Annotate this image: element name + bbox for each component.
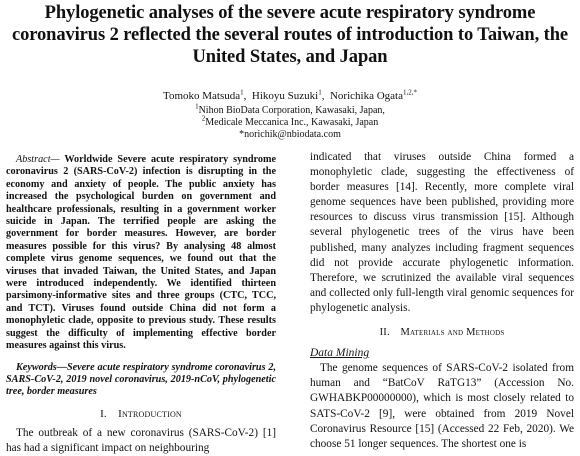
- subsection-heading: Data Mining: [310, 347, 370, 360]
- author-affiliation-mark: 1: [240, 88, 244, 97]
- section-heading-methods: II. Materials and Methods: [379, 327, 505, 339]
- abstract-text: Worldwide Severe acute respiratory syndrome coronavirus 2 (SARS-CoV-2) infection is disrupting in the economy and anxiety of people. The public anxiety has increased the psychological burden on government and healthcare professionals, resulting in a government worker suicide in Japan. The terrified people are asking the government for border measures. However, are border measures possible for this virus? By analysing 48 almost complete virus genome sequences, we found out that the viruses that invaded Taiwan, the United States, and Japan were introduced independently. We identified thirteen parsimony-informative sites and three groups (CTC, TCC, and TCT). Viruses found outside China did not form a monophyletic clade, opposite to previous study. These results suggest the difficulty of implementing effective border measures against this virus.: [6, 154, 276, 352]
- abstract: [6, 154, 276, 353]
- affiliation-line: Medicale Meccanica Inc., Kawasaki, Japan: [205, 117, 379, 128]
- left-column: [6, 154, 276, 456]
- paper-title: Phylogenetic analyses of the severe acute respiratory syndrome coronavirus 2 reflected the several routes of introduction to Taiwan, the United States, and Japan: [11, 3, 569, 67]
- affiliation-mark: 1: [195, 102, 199, 111]
- author-affiliation-mark: 1,2,*: [402, 88, 417, 97]
- introduction-text: The outbreak of a new coronavirus (SARS-CoV-2) [1] has had a significant impact on neighbouring: [6, 427, 276, 455]
- right-column: [310, 150, 574, 452]
- author-name: Hikoyu Suzuki: [251, 90, 319, 102]
- keywords: Keywords—Severe acute respiratory syndrome coronavirus 2, SARS-CoV-2, 2019 novel coronavirus, 2019-nCoV, phylogenetic tree, border measures: [6, 361, 276, 398]
- affiliations: [0, 102, 580, 141]
- body-paragraph: indicated that viruses outside China formed a monophyletic clade, suggesting the effectiveness of border measures [14]. Recently, more complete viral genome sequences have been published, providing more resources to discuss virus transmission [15]. Although several phylogenetic trees of the virus have been published, many analyzes including fragment sequences did not provide accurate phylogenetic information. Therefore, we scrutinized the available viral sequences and collected only full-length viral genomic sequences for phylogenetic analysis.: [310, 151, 574, 314]
- contact-email: *norichik@nbiodata.com: [239, 129, 341, 140]
- abstract-label: Abstract—: [16, 154, 60, 165]
- affiliation-mark: 2: [201, 114, 206, 123]
- author-name: Norichika Ogata: [329, 90, 403, 102]
- author-list: Tomoko Matsuda$^1$, Hikoyu Suzuki$^1$, Norichika Ogata$^{1,2,*}$: [163, 88, 417, 102]
- author-name: Tomoko Matsuda: [163, 90, 241, 102]
- section-heading-introduction: I. Introduction: [100, 407, 182, 420]
- affiliation-line: Nihon BioData Corporation, Kawasaki, Japan,: [198, 105, 385, 116]
- body-paragraph: The genome sequences of SARS-CoV-2 isolated from human and “BatCoV RaTG13” (Accession No. GWHABKP00000000), which is most closely related to SATS-CoV-2 [9], were obtained from 2019 Novel Coronavirus Resource [15] (Accessed 22 Feb, 2020). We choose 51 longer sequences. The shortest one is: [310, 362, 574, 450]
- author-affiliation-mark: 1: [318, 88, 322, 97]
